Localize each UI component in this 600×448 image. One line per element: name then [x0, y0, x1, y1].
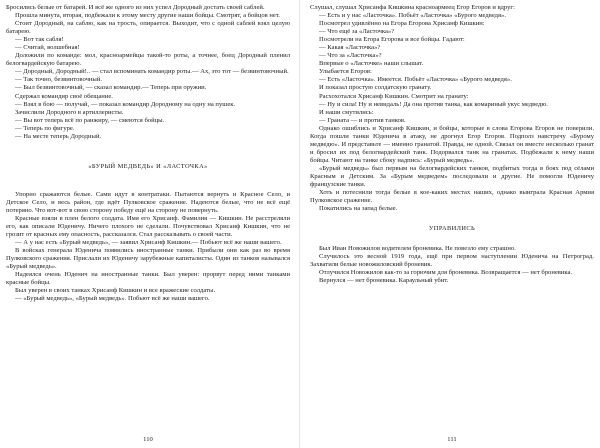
paragraph: — Что за «Ласточка»? — [319, 52, 382, 60]
paragraph: — Граната — и против танков. — [319, 116, 406, 124]
paragraph: — Считай, волшебная! — [15, 44, 80, 52]
right-text-top — [310, 4, 594, 213]
paragraph: — «Бурый медведь», «Бурый медведь». Побьют всё же наши вашего. — [15, 295, 210, 303]
paragraph: Посмотрели на Егора Егорова и все бойцы. Гадают: — [319, 36, 465, 44]
paragraph: — Так точно, безвинтовочный. — [15, 76, 103, 84]
paragraph: Был Иван Новожилов водителем броневика. Не повезло ему страшно. — [319, 245, 516, 253]
paragraph: И наши смутились: — [319, 108, 374, 116]
paragraph: Случилось это весной 1919 года, ещё при первом наступлении Юденича на Петроград. Захватили белые новожиловский броневик. — [310, 253, 594, 269]
paragraph: Бросились белые от батарей. И всё же одного из них успел Дородный достать своей саблей. — [6, 4, 265, 11]
paragraph: И показал простую солдатскую гранату. — [319, 84, 432, 92]
left-text-top — [6, 4, 290, 141]
paragraph: Прошла минута, вторая, подбежали к этому месту другие наши бойцы. Смотрят, а бойцов нет. — [15, 12, 280, 20]
paragraph: Красные взяли в плен белого солдата. Имя его Хрисанф. Фамилия — Кишкин. Не расстреляли его, как описали Юденичу. Ничего плохого не сделали. Почувствовал Хрисанф Кишкин, что не грозит от красных ему опасность, рассказался. Стал рассказывать о своей части. — [6, 214, 290, 239]
paragraph: Упорно сражаются белые. Сами идут в контратаки. Пытаются вернуть и Красное Село, и Детское Село, и весь район, где идёт Пулковское сражение. Надеются белые, что не всё ещё потеряно. Что вот-вот в свою сторону победу ещё на сторону не повернуть. — [6, 190, 290, 214]
paragraph: Зачислили Дородного в артиллеристы. — [15, 108, 124, 116]
paragraph: Отлучился Новожилов как-то за горючим для броневика. Возвращается — нет броневика. — [319, 269, 573, 277]
right-page — [304, 0, 600, 448]
paragraph: Стоит Дородный, на саблю, как на трость, опирается. Выходит, что с одной саблей взял целую батарею. — [6, 20, 290, 36]
paragraph: — Вот так сабля! — [15, 36, 64, 44]
chapter-heading: УПРАВИЛИСЬ — [428, 225, 476, 233]
paragraph: — Взял в бою — получай, — показал командир Дородному на одну на пушек. — [15, 100, 236, 108]
paragraph: Был уверен в своих танках Хрисанф Кишкин и все вражеские солдаты. — [15, 287, 216, 295]
paragraph: Слушал, слушал Хрисанфа Кишкина красноармеец Егор Егоров и вдруг: — [310, 4, 515, 11]
paragraph: — Есть «Ласточка». Имеется. Побьёт «Ласточка» «Бурого медведя». — [319, 76, 512, 84]
paragraph: — Вы вот теперь всё по ранжиру, — смеются бойцы. — [15, 116, 165, 124]
page-number: 111 — [447, 435, 457, 443]
paragraph: — Что ещё за «Ласточка»? — [319, 28, 395, 36]
paragraph: Покатились на запад белые. — [319, 205, 398, 213]
paragraph: «Бурый медведь» был первым на белогвардейских танков, подбитых тогда в боях под сёлами Красным и Детским. За «Бурым медведем» последовали и другие. Не помогли Юденичу французские танки. — [310, 164, 594, 189]
paragraph: — Теперь по фигуре. — [15, 124, 75, 132]
paragraph: Сдержал командир своё обещание. — [15, 92, 113, 100]
paragraph: Доложили по команде: мол, красноармейцы такой-то роты, а точнее, боец Дородный пленил белогвардейскую батарею. — [6, 52, 290, 68]
paragraph: — Есть и у нас «Ласточка». Побьёт «Ласточка» «Бурого медведя». — [319, 12, 506, 20]
paragraph: Посмотрел удивлённо на Егора Егорова Хрисанф Кишкин: — [319, 20, 485, 28]
paragraph: — А у нас есть «Бурый медведь», — заявил Хрисанф Кишкин.— Побьют всё же наши вашего. — [15, 239, 282, 247]
right-text-bottom — [310, 245, 594, 285]
paragraph: В войсках генерала Юденича появились иностранные танки. Прибыли они как раз во время Пулковского сражения. Прислали их Юденичу зарубежные капиталисты. Один из танков назывался «Бурый медведь». — [6, 247, 290, 271]
paragraph: Вернулся — нет броневика. Караульный убит. — [319, 277, 449, 285]
paragraph: — Был безвинтовочный, — сказал командир.— Теперь при оружии. — [15, 84, 207, 92]
paragraph: Надеялся очень Юденич на иностранные танки. Был уверен: прорвут перед ними танками красные бойцы. — [6, 271, 290, 287]
paragraph: Хоть и потеснили тогда белые в кое-каких местах наших, однако выиграла Красная Армия Пулковское сражение. — [310, 189, 594, 205]
left-text-bottom — [6, 191, 290, 304]
paragraph: — Ну и сила! Ну и невидаль! Да она против танка, как комариный укус медведю. — [319, 100, 548, 108]
paragraph: — Какая «Ласточка»? — [319, 44, 381, 52]
paragraph: Однако ошиблись и Хрисанф Кишкин, и бойцы, которые в слова Егорова Егоров не поверили. Когда пошли танки Юденича в атаку, не дрогнул Егор Егоров. Подполз навстречу «Бурому медведю». И представьте — именно гранатой. Правда, не одной. Связал он вместе несколько гранат и бросил их под белогвардейский танк. Подорвался танк на гранатах. Подбежали к нему наши бойцы. Читают на танке сбоку надпись: «Бурый медведь». — [310, 124, 594, 164]
chapter-heading: «БУРЫЙ МЕДВЕДЬ» И «ЛАСТОЧКА» — [88, 162, 208, 170]
paragraph: — Дородный, Дородный!.. — стал вспоминать командир роты.— Ах, это тот — безвинтовочный. — [15, 68, 289, 76]
paragraph: Улыбается Егоров: — [319, 68, 372, 76]
paragraph: Расхохотался Хрисанф Кишкин. Смотрит на гранату: — [319, 92, 469, 100]
paragraph: — На месте теперь Дородный. — [15, 132, 102, 140]
left-page — [0, 0, 296, 448]
page-number: 110 — [143, 435, 153, 443]
page-gutter — [299, 0, 300, 448]
paragraph: Впервые о «Ласточке» наши слышат. — [319, 60, 424, 68]
